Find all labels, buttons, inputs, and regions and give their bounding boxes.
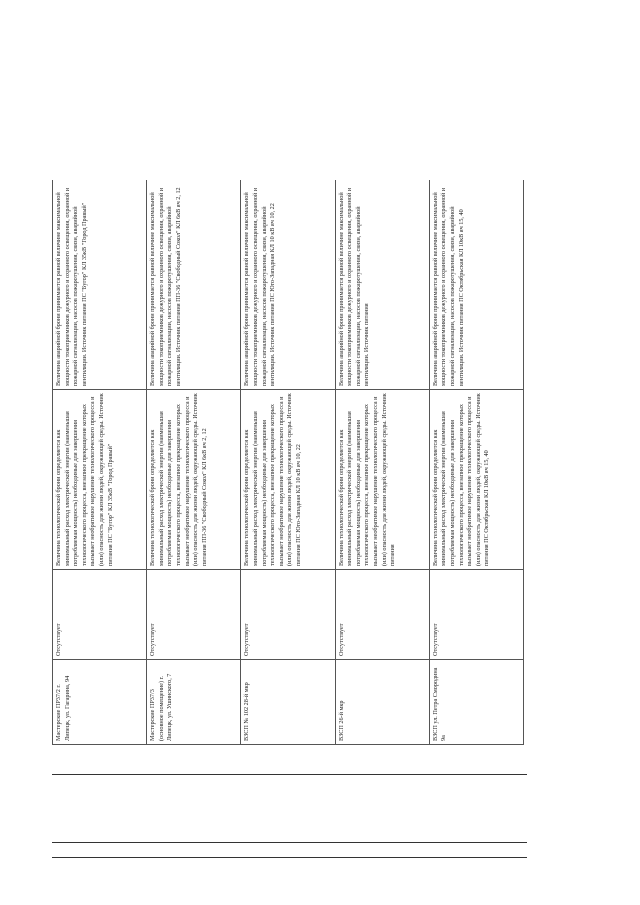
tech-reserve-cell: Величина технологической брони определяется как минимальный расход электрической энергии (наименьшая потребляемая мощность) необходимые для завершения технологического процесса, внезапное прекращение которых вызывает необратимое нарушение технологического процесса и (или) опасность для жизни людей, окружающей среды. Источник питания ПС "Бугор" КЛ 35кВ "Город Правый" xyxy=(53,390,147,570)
status-cell: Отсутствует xyxy=(147,570,241,660)
emergency-reserve-cell: Величина аварийной брони принимается равной величине максимальной мощности токоприемников дежурного и охранного освещения, охранной и пожарной сигнализации, насосов пожаротушения, связи, аварийной вентиляции. Источник питания ПП-36 "Свободный Сокол" КЛ 6кВ яч 2, 12 xyxy=(147,180,241,390)
status-cell: Отсутствует xyxy=(241,570,335,660)
object-cell: ВЗСП № 102 28-й мкр xyxy=(241,660,335,745)
divider-line xyxy=(52,857,527,858)
emergency-reserve-cell: Величина аварийной брони принимается равной величине максимальной мощности токоприемников дежурного и охранного освещения, охранной и пожарной сигнализации, насосов пожаротушения, связи, аварийной вентиляции. Источник питания xyxy=(335,180,429,390)
table-row xyxy=(429,180,523,745)
object-cell: ВЗСП 26-й мкр xyxy=(335,660,429,745)
tech-reserve-cell: Величина технологической брони определяется как минимальный расход электрической энергии (наименьшая потребляемая мощность) необходимые для завершения технологического процесса, внезапное прекращение которых вызывает необратимое нарушение технологического процесса и (или) опасность для жизни людей, окружающей среды. Источник питания ПС Юго-Западная КЛ 10 кВ яч 10, 22 xyxy=(241,390,335,570)
rotated-table-container xyxy=(52,180,524,745)
table-row xyxy=(53,180,147,745)
reserve-table xyxy=(52,180,524,745)
rotated-table xyxy=(52,180,524,745)
emergency-reserve-cell: Величина аварийной брони принимается равной величине максимальной мощности токоприемников дежурного и охранного освещения, охранной и пожарной сигнализации, насосов пожаротушения, связи, аварийной вентиляции. Источник питания ПС Юго-Западная КЛ 10 кВ яч 10, 22 xyxy=(241,180,335,390)
emergency-reserve-cell: Величина аварийной брони принимается равной величине максимальной мощности токоприемников дежурного и охранного освещения, охранной и пожарной сигнализации, насосов пожаротушения, связи, аварийной вентиляции. Источник питания ПС Октябрьская КЛ 10кВ яч 15, 40 xyxy=(429,180,523,390)
tech-reserve-cell: Величина технологической брони определяется как минимальный расход электрической энергии (наименьшая потребляемая мощность) необходимые для завершения технологического процесса, внезапное прекращение которых вызывает необратимое нарушение технологического процесса и (или) опасность для жизни людей, окружающей среды. Источник питания ПС Октябрьская КЛ 10кВ яч 15, 40 xyxy=(429,390,523,570)
tech-reserve-cell: Величина технологической брони определяется как минимальный расход электрической энергии (наименьшая потребляемая мощность) необходимые для завершения технологического процесса, внезапное прекращение которых вызывает необратимое нарушение технологического процесса и (или) опасность для жизни людей, окружающей среды. Источник питания xyxy=(335,390,429,570)
status-cell: Отсутствует xyxy=(53,570,147,660)
object-cell: ВЗСП ул. Петра Смородина 9а xyxy=(429,660,523,745)
object-cell: Мастерские ПР37/2 г. Липецк, ул. Гагарина, 94 xyxy=(53,660,147,745)
table-row xyxy=(335,180,429,745)
status-cell: Отсутствует xyxy=(335,570,429,660)
table-row xyxy=(241,180,335,745)
object-cell: Мастерские ПР37/3 (основное помещение) г. Липецк, ул. Ушинского, 7 xyxy=(147,660,241,745)
emergency-reserve-cell: Величина аварийной брони принимается равной величине максимальной мощности токоприемников дежурного и охранного освещения, охранной и пожарной сигнализации, насосов пожаротушения, связи, аварийной вентиляции. Источник питания ПС "Бугор" КЛ 35кВ "Город Правый" xyxy=(53,180,147,390)
status-cell: Отсутствует xyxy=(429,570,523,660)
divider-line xyxy=(52,774,527,775)
tech-reserve-cell: Величина технологической брони определяется как минимальный расход электрической энергии (наименьшая потребляемая мощность) необходимые для завершения технологического процесса, внезапное прекращение которых вызывает необратимое нарушение технологического процесса и (или) опасность для жизни людей, окружающей среды. Источник питания ПП-36 "Свободный Сокол" КЛ 6кВ яч 2, 12 xyxy=(147,390,241,570)
table-row xyxy=(147,180,241,745)
divider-line xyxy=(52,842,527,843)
